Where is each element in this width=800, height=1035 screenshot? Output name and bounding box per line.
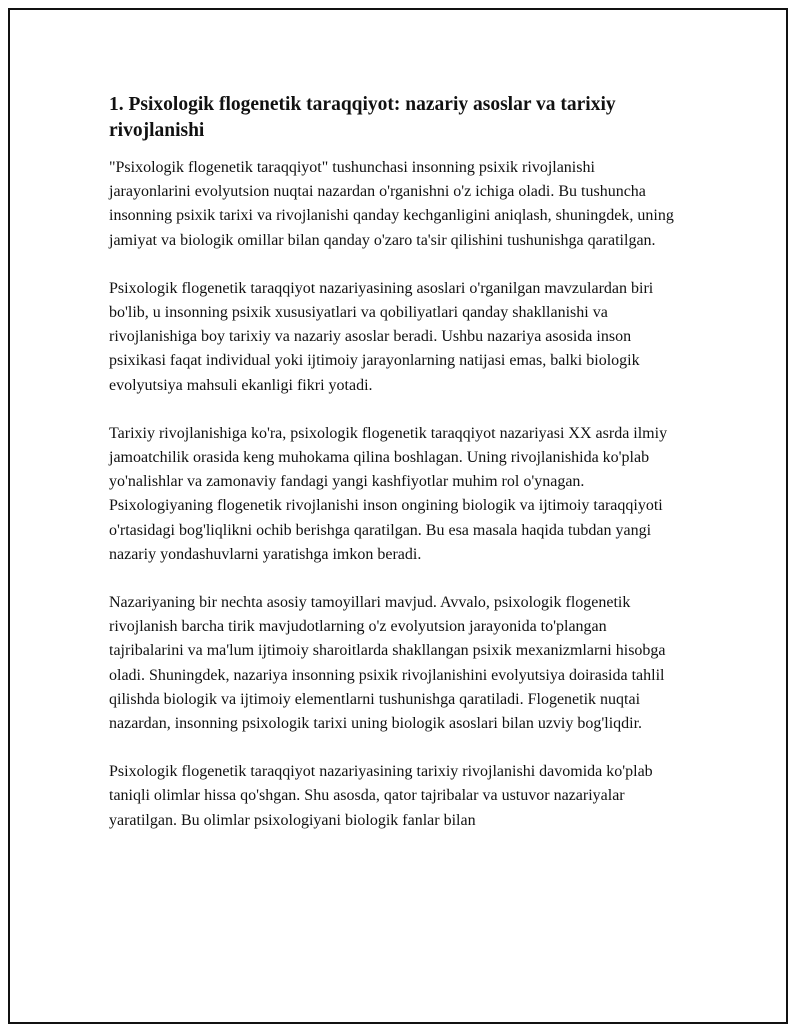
section-heading: 1. Psixologik flogenetik taraqqiyot: nazariy asoslar va tarixiy rivojlanishi [109,94,616,141]
paragraph-3: Tarixiy rivojlanishiga ko'ra, psixologik flogenetik taraqqiyot nazariyasi XX asrda ilmiy jamoatchilik orasida keng muhokama qilina boshlagan. Uning rivojlanishida ko'plab yo'nalishlar va zamonaviy fandagi yangi kashfiyotlar muhim rol o'ynagan. Psixologiyaning flogenetik rivojlanishi inson ongining biologik va ijtimoiy taraqqiyoti o'rtasidagi bog'liqlikni ochib berishga qaratilgan. Bu esa masala haqida tubdan yangi nazariy yondashuvlarni yaratishga imkon beradi. [109,424,668,563]
paragraph-1: "Psixologik flogenetik taraqqiyot" tushunchasi insonning psixik rivojlanishi jarayonlarini evolyutsion nuqtai nazardan o'rganishni o'z ichiga oladi. Bu tushuncha insonning psixik tarixi va rivojlanishi qanday kechganligini aniqlash, shuningdek, uning jamiyat va biologik omillar bilan qanday o'zaro ta'sir qilishini tushunishga qaratilgan. [109,159,674,249]
paragraph-2: Psixologik flogenetik taraqqiyot nazariyasining asoslari o'rganilgan mavzulardan biri bo'lib, u insonning psixik xususiyatlari va qobiliyatlari qanday shakllanishi va rivojlanishiga boy tarixiy va nazariy asoslar beradi. Ushbu nazariya asosida inson psixikasi faqat individual yoki ijtimoiy jarayonlarning natijasi emas, balki biologik evolyutsiya mahsuli ekanligi fikri yotadi. [109,279,654,394]
document-body [109,92,679,857]
paragraph-4: Nazariyaning bir nechta asosiy tamoyillari mavjud. Avvalo, psixologik flogenetik rivojlanish barcha tirik mavjudotlarning o'z evolyutsion jarayonida to'plangan tajribalarini va ma'lum ijtimoiy sharoitlarda shakllangan psixik mexanizmlarni hisobga oladi. Shuningdek, nazariya insonning psixik rivojlanishini evolyutsiya doirasida tahlil qilishda biologik va ijtimoiy elementlarni tushunishga qaratiladi. Flogenetik nuqtai nazardan, insonning psixologik tarixi uning biologik asoslari bilan uzviy bog'liqdir. [109,594,666,733]
paragraph-5: Psixologik flogenetik taraqqiyot nazariyasining tarixiy rivojlanishi davomida ko'plab taniqli olimlar hissa qo'shgan. Shu asosda, qator tajribalar va ustuvor nazariyalar yaratilgan. Bu olimlar psixologiyani biologik fanlar bilan [109,763,653,829]
